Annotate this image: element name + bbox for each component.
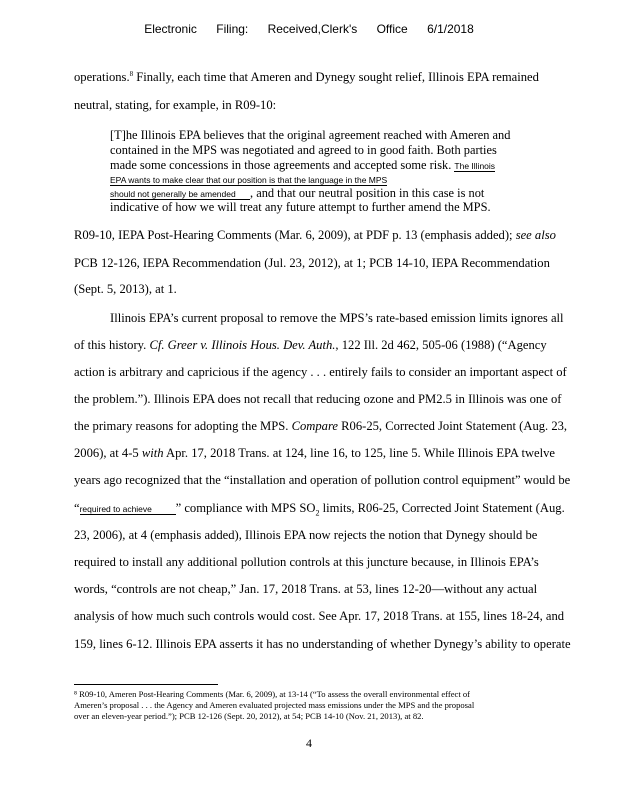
page-number: 4: [306, 736, 312, 750]
subscript: 2: [315, 508, 320, 518]
text-run: Apr. 17, 2018 Trans. at 124, line 16, to 125, line 5. While Illinois EPA twelve: [163, 446, 556, 460]
case-name: Cf. Greer v. Illinois Hous. Dev. Auth.: [149, 338, 336, 352]
footnote-ref: 8: [129, 70, 134, 78]
text-run: “: [74, 501, 80, 515]
body-line: [74, 446, 555, 461]
body-line: PCB 12-126, IEPA Recommendation (Jul. 23, 2012), at 1; PCB 14-10, IEPA Recommendation: [74, 256, 550, 270]
header-date: 6/1/2018: [427, 22, 474, 36]
text-run: limits, R06-25, Corrected Joint Statement (Aug.: [319, 501, 565, 515]
footnote-line: Ameren’s proposal . . . the Agency and Ameren evaluated projected mass emissions under the MPS and the proposal: [74, 700, 475, 710]
body-line: required to install any additional pollution controls at this juncture because, in Illinois EPA’s: [74, 555, 539, 569]
text-run: made some concessions in those agreements and accepted some risk.: [110, 158, 455, 172]
text-run: , 122 Ill. 2d 462, 505-06 (1988) (“Agency: [335, 338, 547, 352]
filing-header: [0, 22, 618, 36]
text-run: operations.: [74, 70, 130, 85]
emphasized-text: should not generally be amended: [110, 189, 250, 200]
body-line: 23, 2006), at 4 (emphasis added), Illinois EPA now rejects the notion that Dynegy should be: [74, 528, 538, 542]
body-line: [74, 228, 556, 243]
header-electronic: Electronic: [144, 22, 197, 36]
body-line: years ago recognized that the “installation and operation of pollution control equipment” would be: [74, 473, 571, 487]
emphasized-text: The Illinois: [454, 161, 496, 171]
body-line: [74, 419, 567, 434]
quote-line: [110, 172, 387, 187]
text-run: R09-10, IEPA Post-Hearing Comments (Mar. 6, 2009), at PDF p. 13 (emphasis added);: [74, 228, 516, 242]
text-run: , and that our neutral position in this case is not: [250, 186, 485, 200]
text-run: the primary reasons for adopting the MPS.: [74, 419, 292, 433]
text-run: ” compliance with MPS SO: [175, 501, 316, 515]
text-run: 2006), at 4-5: [74, 446, 142, 460]
footnote-separator: [74, 684, 218, 685]
emphasized-text: EPA wants to make clear that our position is that the language in the MPS: [110, 175, 388, 185]
citation-signal: Compare: [291, 419, 338, 433]
body-line: the problem.”). Illinois EPA does not recall that reducing ozone and PM2.5 in Illinois was one of: [74, 392, 562, 406]
emphasized-text: required to achieve: [80, 504, 176, 515]
footnote-line: over an eleven-year period.”); PCB 12-126 (Sept. 20, 2012), at 54; PCB 14-10 (Nov. 21, 2013), at 82.: [74, 711, 424, 721]
body-line: action is arbitrary and capricious if the agency . . . entirely fails to consider an important aspect of: [74, 365, 567, 379]
quote-line: contained in the MPS was negotiated and agreed to in good faith. Both parties: [110, 143, 497, 157]
body-line: analysis of how much such controls would cost. See Apr. 17, 2018 Trans. at 155, lines 18-24, and: [74, 609, 565, 623]
quote-line: [T]he Illinois EPA believes that the original agreement reached with Ameren and: [110, 128, 511, 142]
citation-signal: see also: [515, 228, 556, 242]
body-line: 159, lines 6-12. Illinois EPA asserts it has no understanding of whether Dynegy’s ability to operate: [74, 637, 571, 651]
body-line: [74, 338, 547, 353]
body-line: [74, 70, 539, 85]
header-filing: Filing:: [216, 22, 249, 36]
body-line: Illinois EPA’s current proposal to remove the MPS’s rate-based emission limits ignores all: [110, 311, 564, 325]
text-run: of this history.: [74, 338, 150, 352]
footnote-line: ⁸ R09-10, Ameren Post-Hearing Comments (Mar. 6, 2009), at 13-14 (“To assess the overall environmental effect of: [74, 689, 471, 699]
citation-signal: with: [141, 446, 164, 460]
body-line: [74, 501, 565, 518]
body-line: words, “controls are not cheap,” Jan. 17, 2018 Trans. at 53, lines 12-20—without any actual: [74, 582, 538, 596]
quote-line: indicative of how we will treat any future attempt to further amend the MPS.: [110, 200, 491, 214]
body-line: (Sept. 5, 2013), at 1.: [74, 282, 177, 296]
quote-line: [110, 158, 495, 173]
header-received: Received,Clerk's: [267, 22, 358, 36]
text-run: R06-25, Corrected Joint Statement (Aug. 23,: [337, 419, 568, 433]
body-line: neutral, stating, for example, in R09-10:: [74, 98, 277, 112]
quote-line: [110, 186, 484, 201]
text-run: Finally, each time that Ameren and Dynegy sought relief, Illinois EPA remained: [133, 70, 539, 85]
header-office: Office: [376, 22, 408, 36]
